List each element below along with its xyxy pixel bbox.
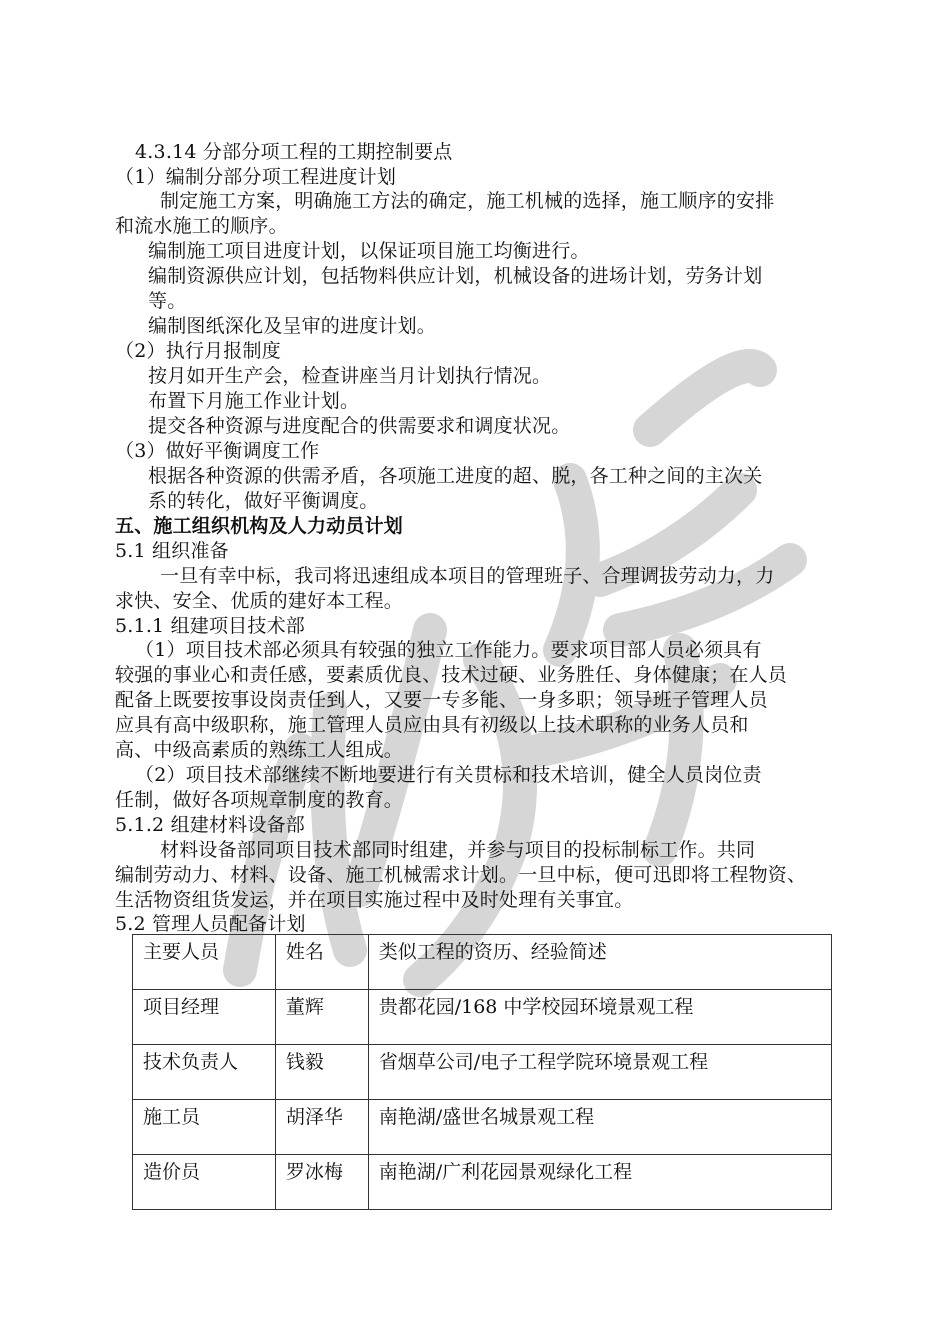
paragraph-line: 较强的事业心和责任感，要素质优良、技术过硬、业务胜任、身体健康；在人员 xyxy=(115,664,788,686)
paragraph-line: 生活物资组货发运，并在项目实施过程中及时处理有关事宜。 xyxy=(115,889,634,911)
paragraph-line: 任制，做好各项规章制度的教育。 xyxy=(115,789,404,811)
paragraph-line: 编制资源供应计划，包括物料供应计划，机械设备的进场计划，劳务计划 xyxy=(148,265,763,287)
paragraph-line: 高、中级高素质的熟练工人组成。 xyxy=(115,739,404,761)
table-cell-name: 罗冰梅 xyxy=(275,1155,368,1210)
table-cell-role: 造价员 xyxy=(133,1155,276,1210)
section-heading-4-3-14: 4.3.14 分部分项工程的工期控制要点 xyxy=(135,141,453,163)
chapter-heading: 五、施工组织机构及人力动员计划 xyxy=(115,515,404,537)
subsection-heading: （1）编制分部分项工程进度计划 xyxy=(115,166,397,188)
paragraph-line: 等。 xyxy=(148,290,187,312)
paragraph-line: 编制图纸深化及呈审的进度计划。 xyxy=(148,315,437,337)
table-row xyxy=(133,1045,832,1100)
table-row xyxy=(133,1100,832,1155)
section-heading: 5.1 组织准备 xyxy=(115,540,229,562)
paragraph-line: 材料设备部同项目技术部同时组建，并参与项目的投标制标工作。共同 xyxy=(160,839,756,861)
table-cell-experience: 贵都花园/168 中学校园环境景观工程 xyxy=(368,990,831,1045)
table-cell-experience: 南艳湖/盛世名城景观工程 xyxy=(368,1100,831,1155)
subsection-heading: （3）做好平衡调度工作 xyxy=(115,440,320,462)
paragraph-line: 一旦有幸中标，我司将迅速组成本项目的管理班子、合理调拔劳动力，力 xyxy=(160,565,775,587)
paragraph-line: （1）项目技术部必须具有较强的独立工作能力。要求项目部人员必须具有 xyxy=(135,639,762,661)
paragraph-line: （2）项目技术部继续不断地要进行有关贯标和技术培训，健全人员岗位责 xyxy=(135,764,762,786)
table-header-row xyxy=(133,935,832,990)
section-heading: 5.1.2 组建材料设备部 xyxy=(115,814,305,836)
paragraph-line: 和流水施工的顺序。 xyxy=(115,215,288,237)
paragraph-line: 求快、安全、优质的建好本工程。 xyxy=(115,590,404,612)
paragraph-line: 编制劳动力、材料、设备、施工机械需求计划。一旦中标，便可迅即将工程物资、 xyxy=(115,864,807,886)
paragraph-line: 提交各种资源与进度配合的供需要求和调度状况。 xyxy=(148,415,571,437)
table-cell-role: 技术负责人 xyxy=(133,1045,276,1100)
table-cell-experience: 省烟草公司/电子工程学院环境景观工程 xyxy=(368,1045,831,1100)
paragraph-line: 布置下月施工作业计划。 xyxy=(148,390,360,412)
staff-table xyxy=(132,934,832,1210)
paragraph-line: 应具有高中级职称，施工管理人员应由具有初级以上技术职称的业务人员和 xyxy=(115,714,749,736)
table-cell-name: 胡泽华 xyxy=(275,1100,368,1155)
table-row xyxy=(133,990,832,1045)
paragraph-line: 按月如开生产会，检查讲座当月计划执行情况。 xyxy=(148,365,552,387)
table-cell-name: 董辉 xyxy=(275,990,368,1045)
table-row xyxy=(133,1155,832,1210)
table-cell-name: 钱毅 xyxy=(275,1045,368,1100)
table-header-cell: 姓名 xyxy=(275,935,368,990)
paragraph-line: 编制施工项目进度计划，以保证项目施工均衡进行。 xyxy=(148,240,590,262)
paragraph-line: 系的转化，做好平衡调度。 xyxy=(148,490,379,512)
table-header-cell: 类似工程的资历、经验简述 xyxy=(368,935,831,990)
table-header-cell: 主要人员 xyxy=(133,935,276,990)
table-cell-role: 施工员 xyxy=(133,1100,276,1155)
subsection-heading: （2）执行月报制度 xyxy=(115,340,281,362)
paragraph-line: 根据各种资源的供需矛盾，各项施工进度的超、脱，各工种之间的主次关 xyxy=(148,465,763,487)
section-heading: 5.2 管理人员配备计划 xyxy=(115,913,306,935)
table-cell-experience: 南艳湖/广利花园景观绿化工程 xyxy=(368,1155,831,1210)
section-heading: 5.1.1 组建项目技术部 xyxy=(115,615,305,637)
table-cell-role: 项目经理 xyxy=(133,990,276,1045)
paragraph-line: 制定施工方案，明确施工方法的确定，施工机械的选择，施工顺序的安排 xyxy=(160,190,775,212)
paragraph-line: 配备上既要按事设岗责任到人，又要一专多能、一身多职；领导班子管理人员 xyxy=(115,689,768,711)
